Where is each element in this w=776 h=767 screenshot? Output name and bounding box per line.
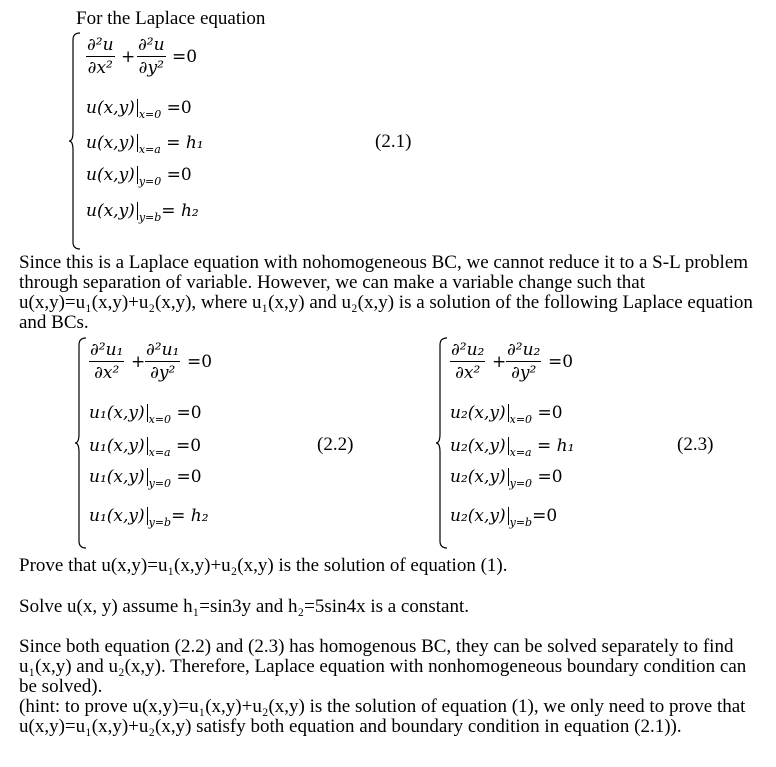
- pde-term-x: [89, 340, 124, 383]
- bc-row: [450, 467, 563, 490]
- bc-row: [89, 467, 202, 490]
- bc-at: y=0: [148, 477, 172, 490]
- fraction-denominator: ∂x²: [455, 363, 481, 383]
- left-brace: [435, 337, 449, 549]
- intro-text: For the Laplace equation: [76, 8, 266, 29]
- prove-statement: Prove that u(x,y)=u₁(x,y)+u₂(x,y) is the solution of equation (1).: [19, 555, 508, 576]
- fraction-numerator: ∂²u₁: [90, 340, 124, 360]
- bc-row: [89, 403, 202, 426]
- bc-at: x=a: [138, 143, 161, 156]
- fraction-numerator: ∂²u: [87, 35, 114, 55]
- bc-rhs: = h₁: [166, 133, 204, 153]
- paragraph-variable-change: Since this is a Laplace equation with nohomogeneous BC, we cannot reduce it to a S-L problem through separation of variable. However, we can make a variable change such that u(x,y)=u₁(x,y)+u₂(x,y), where u₁(x,y) and u₂(x,y) is a solution of the following Laplace equation and BCs.: [19, 252, 753, 333]
- pde-term-y: [506, 340, 541, 383]
- bc-rhs: =0: [166, 98, 192, 118]
- bc-at: y=0: [509, 477, 533, 490]
- bc-at: x=a: [148, 446, 171, 459]
- bc-lhs: u₁(x,y): [89, 467, 145, 487]
- fraction-denominator: ∂x²: [87, 58, 113, 78]
- paragraph-separate-solution: Since both equation (2.2) and (2.3) has homogenous BC, they can be solved separately to find u₁(x,y) and u₂(x,y). Therefore, Laplace equation with nonhomogeneous boundary condition can be solved).: [19, 636, 747, 697]
- fraction-denominator: ∂y²: [511, 363, 537, 383]
- fraction-numerator: ∂²u₁: [146, 340, 180, 360]
- left-brace: [68, 32, 82, 250]
- bc-row: [450, 403, 563, 426]
- bc-at: y=b: [509, 516, 533, 529]
- fraction-numerator: ∂²u: [138, 35, 165, 55]
- bc-rhs: =0: [532, 506, 558, 526]
- bc-at: y=0: [138, 175, 162, 188]
- bc-lhs: u₂(x,y): [450, 403, 506, 423]
- bc-rhs: = h₁: [537, 436, 575, 456]
- pde-term-y: [145, 340, 180, 383]
- fraction-denominator: ∂x²: [94, 363, 120, 383]
- bc-row: [89, 506, 209, 529]
- pde-term-x: [86, 35, 115, 78]
- hint-paragraph: (hint: to prove u(x,y)=u₁(x,y)+u₂(x,y) is the solution of equation (1), we only need to prove that u(x,y)=u₁(x,y)+u₂(x,y) satisfy both equation and boundary condition in equation (2.1)).: [19, 696, 746, 737]
- bc-rhs: = h₂: [171, 506, 209, 526]
- pde-term-y: [137, 35, 166, 78]
- bc-rhs: =0: [176, 436, 202, 456]
- bc-rhs: =0: [176, 467, 202, 487]
- bc-lhs: u₁(x,y): [89, 403, 145, 423]
- equation-label: (2.1): [375, 131, 412, 152]
- bc-row: [450, 506, 558, 529]
- equation-label: (2.2): [317, 434, 354, 455]
- bc-row: [450, 436, 575, 459]
- bc-lhs: u(x,y): [86, 201, 135, 221]
- bc-at: x=0: [509, 413, 533, 426]
- bc-rhs: =0: [166, 165, 192, 185]
- bc-rhs: =0: [537, 403, 563, 423]
- equation-label: (2.3): [677, 434, 714, 455]
- bc-lhs: u(x,y): [86, 133, 135, 153]
- bc-lhs: u₁(x,y): [89, 506, 145, 526]
- bc-row: [86, 133, 204, 156]
- left-brace: [74, 337, 88, 549]
- bc-row: [86, 98, 192, 121]
- bc-lhs: u₂(x,y): [450, 467, 506, 487]
- fraction-denominator: ∂y²: [150, 363, 176, 383]
- bc-row: [89, 436, 202, 459]
- bc-at: x=0: [148, 413, 172, 426]
- bc-at: y=b: [138, 211, 162, 224]
- bc-row: [86, 165, 192, 188]
- bc-lhs: u(x,y): [86, 165, 135, 185]
- bc-row: [86, 201, 199, 224]
- pde-rhs: =0: [172, 47, 198, 67]
- pde-rhs: =0: [548, 352, 574, 372]
- bc-lhs: u₁(x,y): [89, 436, 145, 456]
- bc-at: y=b: [148, 516, 172, 529]
- bc-rhs: = h₂: [161, 201, 199, 221]
- bc-lhs: u₂(x,y): [450, 436, 506, 456]
- pde-term-x: [450, 340, 485, 383]
- bc-at: x=a: [509, 446, 532, 459]
- fraction-numerator: ∂²u₂: [451, 340, 485, 360]
- bc-lhs: u₂(x,y): [450, 506, 506, 526]
- solve-statement: Solve u(x, y) assume h₁=sin3y and h₂=5sin4x is a constant.: [19, 596, 469, 617]
- pde-rhs: =0: [187, 352, 213, 372]
- bc-rhs: =0: [176, 403, 202, 423]
- fraction-numerator: ∂²u₂: [507, 340, 541, 360]
- bc-at: x=0: [138, 108, 162, 121]
- bc-rhs: =0: [537, 467, 563, 487]
- bc-lhs: u(x,y): [86, 98, 135, 118]
- fraction-denominator: ∂y²: [138, 58, 164, 78]
